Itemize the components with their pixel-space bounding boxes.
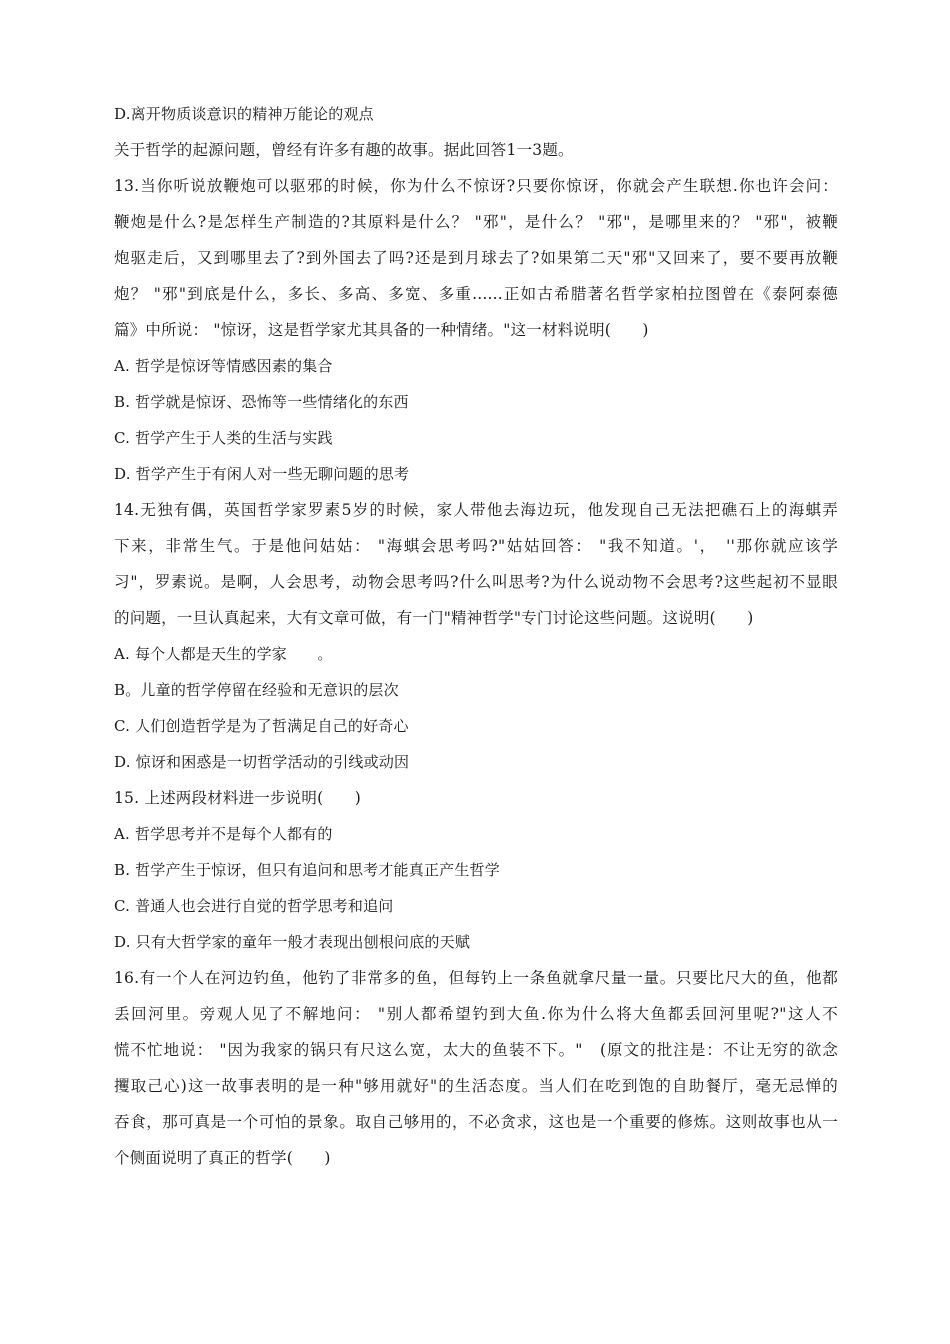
q16-line-1: 16.有一个人在河边钓鱼，他钓了非常多的鱼，但每钓上一条鱼就拿尺量一量。只要比尺大的鱼，他都 (114, 969, 838, 987)
q13-option-b: B. 哲学就是惊讶、恐怖等一些情绪化的东西 (114, 393, 409, 411)
q13-option-a: A. 哲学是惊讶等情感因素的集合 (114, 357, 333, 375)
q14-line-3: 习"，罗素说。是啊，人会思考，动物会思考吗?什么叫思考?为什么说动物不会思考?这些起初不显眼 (114, 573, 838, 591)
q14-line-1: 14.无独有偶，英国哲学家罗素5岁的时候，家人带他去海边玩，他发现自己无法把礁石上的海蜞弄 (114, 501, 838, 519)
q14-line-4: 的问题，一旦认真起来，大有文章可做，有一门"精神哲学"专门讨论这些问题。这说明( ) (114, 609, 754, 627)
q13-option-c: C. 哲学产生于人类的生活与实践 (114, 429, 333, 447)
q16-line-6: 个侧面说明了真正的哲学( ) (114, 1149, 331, 1167)
q15-option-c: C. 普通人也会进行自觉的哲学思考和追问 (114, 897, 394, 915)
q14-option-a: A. 每个人都是天生的学家 。 (114, 645, 333, 663)
q14-option-b: B。儿童的哲学停留在经验和无意识的层次 (114, 681, 399, 699)
q13-line-1: 13.当你听说放鞭炮可以驱邪的时候，你为什么不惊讶?只要你惊讶，你就会产生联想.你也许会问： (114, 177, 838, 195)
q14-option-c: C. 人们创造哲学是为了哲满足自己的好奇心 (114, 717, 409, 735)
q16-line-4: 攫取己心)这一故事表明的是一种"够用就好"的生活态度。当人们在吃到饱的自助餐厅，毫无忌惮的 (114, 1077, 838, 1095)
option-d-previous: D.离开物质谈意识的精神万能论的观点 (114, 105, 374, 123)
q13-line-3: 炮驱走后，又到哪里去了?到外国去了吗?还是到月球去了?如果第二天"邪"又回来了，要不要再放鞭 (114, 249, 838, 267)
q15-option-b: B. 哲学产生于惊讶，但只有追问和思考才能真正产生哲学 (114, 861, 500, 879)
q16-line-5: 吞食，那可真是一个可怕的景象。取自己够用的，不必贪求，这也是一个重要的修炼。这则故事也从一 (114, 1113, 838, 1131)
section-intro: 关于哲学的起源问题，曾经有许多有趣的故事。据此回答1一3题。 (114, 141, 574, 159)
q14-option-d: D. 惊讶和困惑是一切哲学活动的引线或动因 (114, 753, 410, 771)
q15-option-d: D. 只有大哲学家的童年一般才表现出刨根问底的天赋 (114, 933, 471, 951)
q15-option-a: A. 哲学思考并不是每个人都有的 (114, 825, 333, 843)
q14-line-2: 下来，非常生气。于是他问姑姑： "海蜞会思考吗?"姑姑回答： "我不知道。'， ''那你就应该学 (114, 537, 838, 555)
q15-line-1: 15. 上述两段材料进一步说明( ) (114, 789, 361, 807)
q16-line-2: 丢回河里。旁观人见了不解地问： "别人都希望钓到大鱼.你为什么将大鱼都丢回河里呢?"这人不 (114, 1005, 838, 1023)
q13-option-d: D. 哲学产生于有闲人对一些无聊问题的思考 (114, 465, 410, 483)
q13-line-2: 鞭炮是什么?是怎样生产制造的?其原料是什么？ "邪"，是什么？ "邪"，是哪里来的？ "邪"，被鞭 (114, 213, 838, 231)
q13-line-4: 炮？ "邪"到底是什么，多长、多高、多宽、多重......正如古希腊著名哲学家柏拉图曾在《泰阿泰德 (114, 285, 838, 303)
q13-line-5: 篇》中所说： "惊讶，这是哲学家尤其具备的一种情绪。"这一材料说明( ) (114, 321, 649, 339)
q16-line-3: 慌不忙地说： "因为我家的锅只有尺这么宽，太大的鱼装不下。" (原文的批注是：不让无穷的欲念 (114, 1041, 838, 1059)
